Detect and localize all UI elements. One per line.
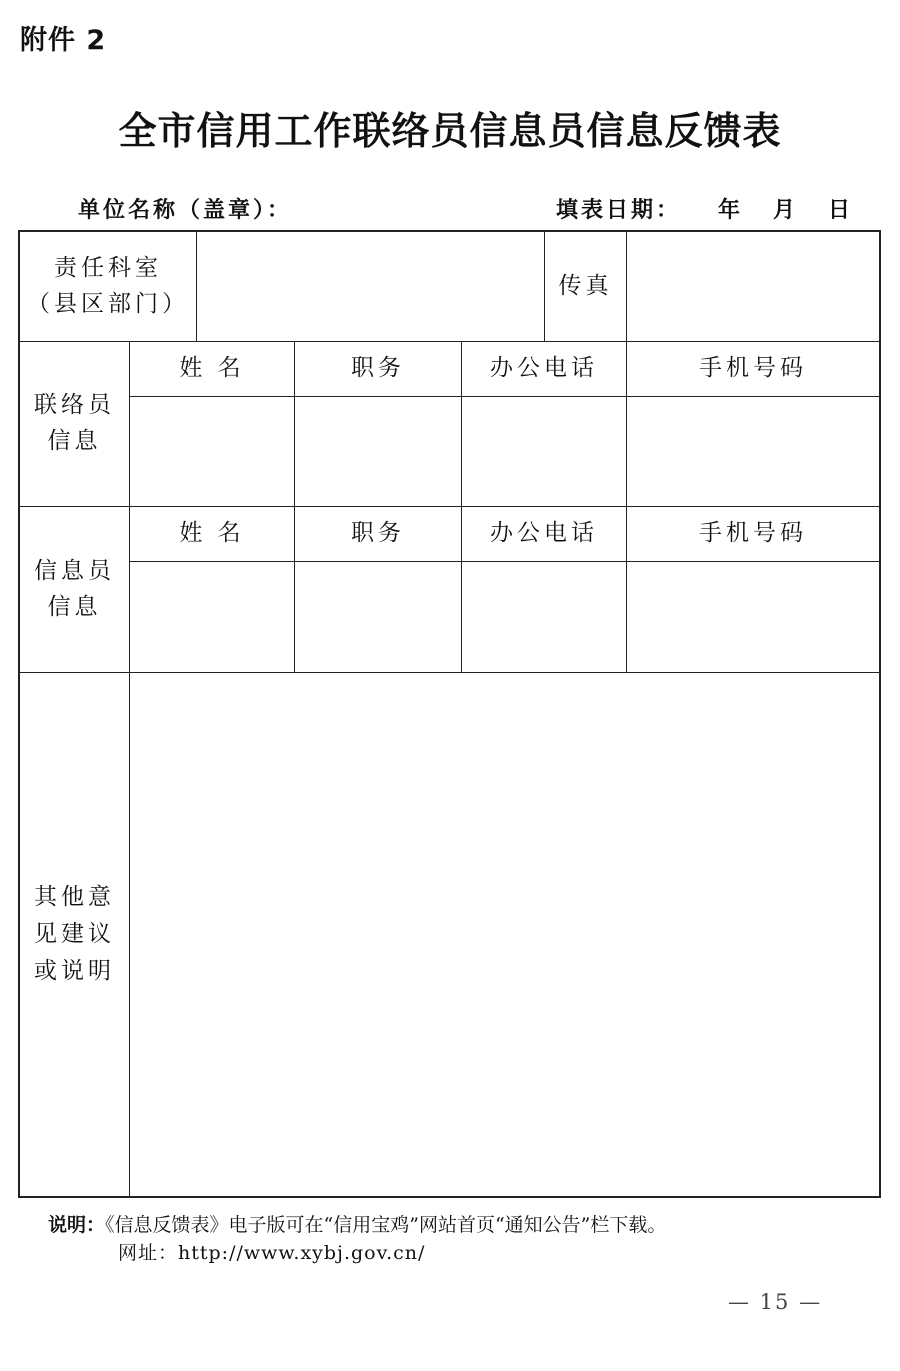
page-number: — 15 — bbox=[728, 1290, 823, 1314]
liaison-col-office-phone: 办公电话 bbox=[490, 355, 598, 382]
fax-value-field[interactable] bbox=[627, 232, 879, 341]
liaison-mobile-field[interactable] bbox=[627, 397, 879, 506]
table-border-bottom bbox=[18, 1196, 881, 1198]
date-month-label: 月 bbox=[773, 197, 796, 223]
info-label-line2: 信息 bbox=[47, 593, 102, 620]
other-label-line3: 或说明 bbox=[34, 957, 115, 984]
fax-label: 传真 bbox=[558, 272, 613, 299]
unit-name-label: 单位名称（盖章）： bbox=[78, 197, 293, 223]
other-comments-field[interactable] bbox=[130, 673, 879, 1196]
page-title: 全市信用工作联络员信息员信息反馈表 bbox=[118, 109, 782, 153]
liaison-section-label bbox=[20, 342, 129, 506]
info-col-office-phone: 办公电话 bbox=[490, 520, 598, 547]
feedback-table bbox=[18, 230, 881, 1198]
info-office-phone-field[interactable] bbox=[462, 562, 626, 672]
info-col-position: 职务 bbox=[351, 520, 405, 547]
fill-date-label: 填表日期： bbox=[556, 197, 682, 223]
info-name-field[interactable] bbox=[130, 562, 294, 672]
liaison-col-name: 姓 名 bbox=[179, 355, 245, 382]
liaison-office-phone-field[interactable] bbox=[462, 397, 626, 506]
liaison-col-mobile: 手机号码 bbox=[699, 355, 807, 382]
dept-label-line1: 责任科室 bbox=[54, 254, 162, 281]
info-section-label bbox=[20, 507, 129, 672]
other-label-line1: 其他意 bbox=[34, 884, 115, 911]
info-col-name: 姓 名 bbox=[179, 520, 245, 547]
notes-text: 《信息反馈表》电子版可在“信用宝鸡”网站首页“通知公告”栏下载。 bbox=[105, 1214, 667, 1236]
date-day-label: 日 bbox=[828, 197, 851, 223]
other-label-line2: 见建议 bbox=[34, 921, 115, 948]
notes-line-1 bbox=[48, 1210, 666, 1237]
attachment-label: 附件 2 bbox=[20, 25, 107, 56]
liaison-position-field[interactable] bbox=[295, 397, 461, 506]
dept-label bbox=[20, 232, 196, 341]
liaison-name-field[interactable] bbox=[130, 397, 294, 506]
info-label-line1: 信息员 bbox=[34, 557, 115, 584]
liaison-col-position: 职务 bbox=[351, 355, 405, 382]
date-year-label: 年 bbox=[718, 197, 741, 223]
notes-website: 网址：http://www.xybj.gov.cn/ bbox=[118, 1242, 426, 1264]
notes-prefix: 说明： bbox=[48, 1214, 106, 1236]
liaison-label-line2: 信息 bbox=[47, 428, 102, 454]
liaison-label-line1: 联络员 bbox=[34, 392, 115, 419]
dept-value-field[interactable] bbox=[197, 232, 544, 341]
table-border-right bbox=[879, 230, 881, 1198]
info-mobile-field[interactable] bbox=[627, 562, 879, 672]
info-position-field[interactable] bbox=[295, 562, 461, 672]
other-comments-label bbox=[20, 673, 129, 1196]
dept-label-line2: （县区部门） bbox=[27, 290, 189, 317]
info-col-mobile: 手机号码 bbox=[699, 520, 807, 547]
